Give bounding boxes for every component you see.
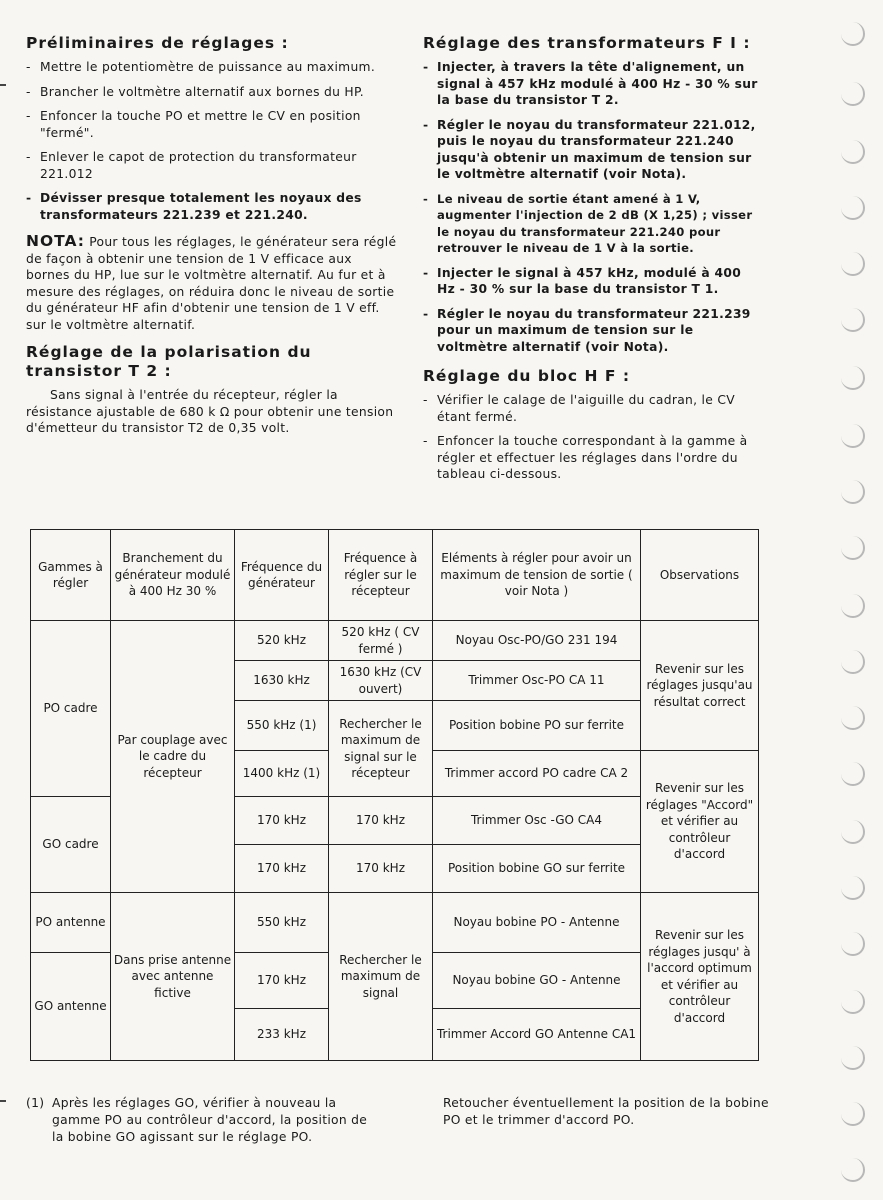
- branchement-cell: Dans prise antenne avec antenne fictive: [111, 893, 235, 1061]
- freq-rec-cell: 170 kHz: [329, 845, 433, 893]
- freq-gen-cell: 520 kHz: [235, 621, 329, 661]
- header-freq-generateur: Fréquence du générateur: [235, 530, 329, 621]
- nota-text: Pour tous les réglages, le générateur sera réglé de façon à obtenir une tension de 1 V efficace aux bornes du HP, lue sur le voltmètre alternatif. Au fur et à mesure des réglages, on réduira donc le niveau de sortie du générateur HF afin d'obtenir une tension de 1 V eff. sur le voltmètre alternatif.: [26, 235, 397, 332]
- freq-gen-cell: 1630 kHz: [235, 661, 329, 701]
- freq-rec-cell: 520 kHz ( CV fermé ): [329, 621, 433, 661]
- section-title-polarisation: Réglage de la polarisation du transistor T 2 :: [26, 343, 312, 380]
- observation-cell: Revenir sur les réglages jusqu' à l'accord optimum et vérifier au contrôleur d'accord: [641, 893, 759, 1061]
- freq-gen-cell: 1400 kHz (1): [235, 751, 329, 797]
- element-cell: Noyau bobine PO - Antenne: [433, 893, 641, 953]
- observation-cell: Revenir sur les réglages jusqu'au résultat correct: [641, 621, 759, 751]
- gamme-cell: PO antenne: [31, 893, 111, 953]
- list-item: - Régler le noyau du transformateur 221.012, puis le noyau du transformateur 221.240 jusqu'à obtenir un maximum de tension sur le voltmètre alternatif (voir Nota).: [423, 117, 756, 181]
- freq-gen-cell: 233 kHz: [235, 1009, 329, 1061]
- left-column: [26, 34, 398, 445]
- header-gammes: Gammes à régler: [31, 530, 111, 621]
- table-header-row: [31, 530, 759, 621]
- branchement-cell: Par couplage avec le cadre du récepteur: [111, 621, 235, 893]
- element-cell: Trimmer Osc -GO CA4: [433, 797, 641, 845]
- list-item: - Enlever le capot de protection du transformateur 221.012: [26, 150, 357, 181]
- footnote: [26, 1095, 376, 1146]
- list-item: - Régler le noyau du transformateur 221.239 pour un maximum de tension sur le voltmètre alternatif (voir Nota).: [423, 306, 751, 354]
- freq-gen-cell: 170 kHz: [235, 953, 329, 1009]
- list-item: - Injecter, à travers la tête d'alignement, un signal à 457 kHz modulé à 400 Hz - 30 % sur la base du transistor T 2.: [423, 60, 758, 107]
- freq-gen-cell: 170 kHz: [235, 797, 329, 845]
- list-item: - Mettre le potentiomètre de puissance au maximum.: [26, 60, 376, 74]
- margin-mark: [0, 1100, 6, 1102]
- element-cell: Trimmer Accord GO Antenne CA1: [433, 1009, 641, 1061]
- freq-gen-cell: 170 kHz: [235, 845, 329, 893]
- gamme-cell: GO cadre: [31, 797, 111, 893]
- alignment-table: [30, 529, 759, 1061]
- header-branchement: Branchement du générateur modulé à 400 Hz 30 %: [111, 530, 235, 621]
- freq-gen-cell: 550 kHz (1): [235, 701, 329, 751]
- list-item: - Le niveau de sortie étant amené à 1 V, augmenter l'injection de 2 dB (X 1,25) ; visser le noyau du transformateur 221.240 pour retrouver le niveau de 1 V à la sortie.: [423, 191, 753, 255]
- freq-rec-cell: Rechercher le maximum de signal sur le récepteur: [329, 701, 433, 797]
- header-freq-recepteur: Fréquence à régler sur le récepteur: [329, 530, 433, 621]
- right-column: [423, 34, 763, 491]
- table-row: [31, 893, 759, 953]
- element-cell: Trimmer accord PO cadre CA 2: [433, 751, 641, 797]
- freq-rec-cell: Rechercher le maximum de signal: [329, 893, 433, 1061]
- polarisation-paragraph: Sans signal à l'entrée du récepteur, régler la résistance ajustable de 680 k Ω pour obtenir une tension d'émetteur du transistor T2 de 0,35 volt.: [26, 388, 394, 435]
- section-title-transformateurs-fi: Réglage des transformateurs F I :: [423, 34, 751, 52]
- element-cell: Noyau Osc-PO/GO 231 194: [433, 621, 641, 661]
- binder-rings: [833, 0, 873, 1200]
- footnote-text: Après les réglages GO, vérifier à nouveau la gamme PO au contrôleur d'accord, la position de la bobine GO agissant sur le réglage PO.: [52, 1096, 368, 1144]
- list-item: - Injecter le signal à 457 kHz, modulé à 400 Hz - 30 % sur la base du transistor T 1.: [423, 265, 742, 296]
- freq-rec-cell: 1630 kHz (CV ouvert): [329, 661, 433, 701]
- element-cell: Position bobine PO sur ferrite: [433, 701, 641, 751]
- list-item: - Enfoncer la touche PO et mettre le CV en position "fermé".: [26, 109, 361, 140]
- margin-mark: [0, 84, 6, 86]
- freq-rec-cell: 170 kHz: [329, 797, 433, 845]
- list-item: - Brancher le voltmètre alternatif aux bornes du HP.: [26, 84, 364, 99]
- element-cell: Trimmer Osc-PO CA 11: [433, 661, 641, 701]
- table-row: [31, 621, 759, 661]
- nota-block: [26, 233, 398, 333]
- freq-gen-cell: 550 kHz: [235, 893, 329, 953]
- gamme-cell: GO antenne: [31, 953, 111, 1061]
- section-title-preliminaires: Préliminaires de réglages :: [26, 34, 289, 52]
- header-elements: Eléments à régler pour avoir un maximum de tension de sortie ( voir Nota ): [433, 530, 641, 621]
- list-item: - Vérifier le calage de l'aiguille du cadran, le CV étant fermé.: [423, 393, 735, 424]
- gamme-cell: PO cadre: [31, 621, 111, 797]
- observation-cell: Revenir sur les réglages "Accord" et vérifier au contrôleur d'accord: [641, 751, 759, 893]
- section-title-bloc-hf: Réglage du bloc H F :: [423, 367, 631, 385]
- nota-label: NOTA:: [26, 232, 86, 250]
- list-item: - Enfoncer la touche correspondant à la gamme à régler et effectuer les réglages dans l'ordre du tableau ci-dessous.: [423, 434, 748, 481]
- footer-right-text: Retoucher éventuellement la position de la bobine PO et le trimmer d'accord PO.: [443, 1096, 769, 1127]
- header-observations: Observations: [641, 530, 759, 621]
- element-cell: Position bobine GO sur ferrite: [433, 845, 641, 893]
- list-item: - Dévisser presque totalement les noyaux des transformateurs 221.239 et 221.240.: [26, 191, 362, 222]
- element-cell: Noyau bobine GO - Antenne: [433, 953, 641, 1009]
- footnote-mark: (1): [26, 1096, 45, 1110]
